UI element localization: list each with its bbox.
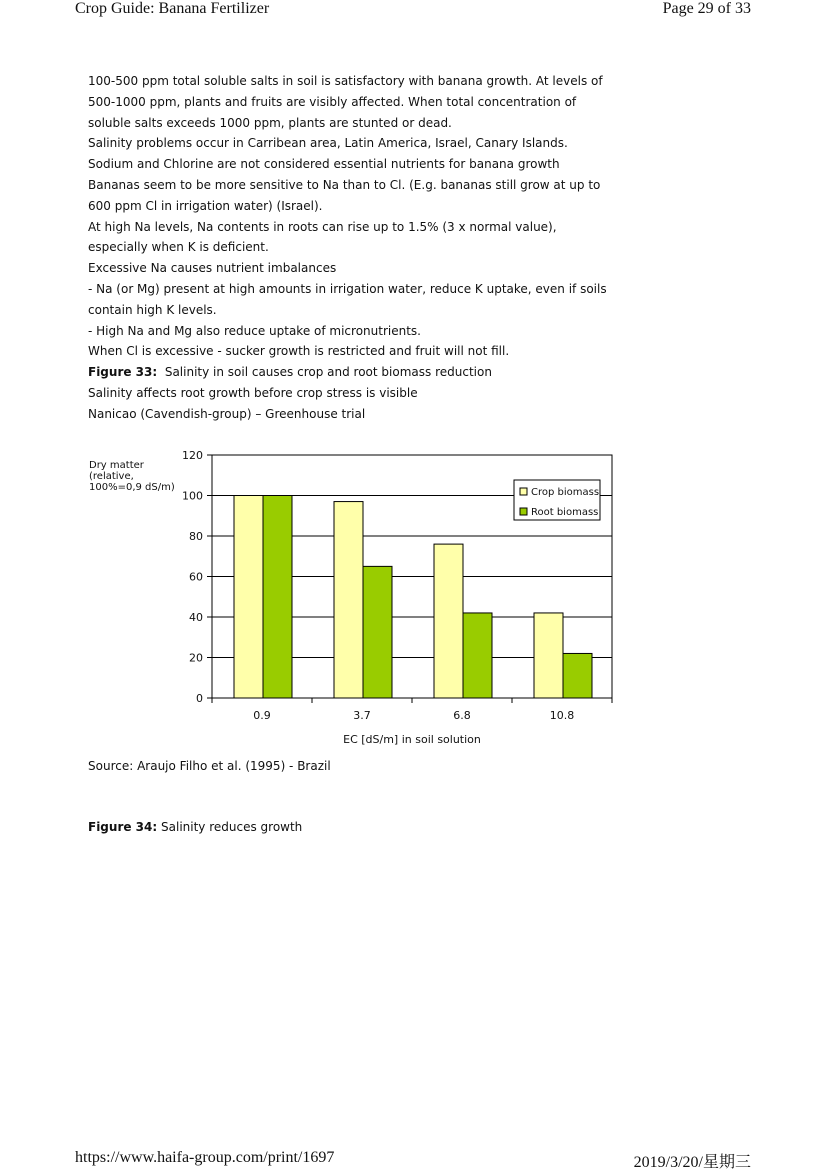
figure-33-caption-text: Salinity in soil causes crop and root biomass reduction <box>164 365 492 380</box>
legend-label: Crop biomass <box>531 487 600 498</box>
y-tick-label: 20 <box>189 651 203 665</box>
y-tick-label: 120 <box>182 449 203 462</box>
bar <box>263 496 292 699</box>
footer-url: https://www.haifa-group.com/print/1697 <box>75 1149 335 1166</box>
paragraph: Salinity problems occur in Carribean area, Latin America, Israel, Canary Islands. <box>88 136 568 151</box>
bar <box>463 613 492 698</box>
figure-34-label: Figure 34: <box>88 820 158 834</box>
paragraph: - Na (or Mg) present at high amounts in irrigation water, reduce K uptake, even if soils contain high K levels. <box>88 281 607 317</box>
legend-swatch <box>520 508 527 515</box>
header-page-number: Page 29 of 33 <box>662 0 751 17</box>
x-tick-label: 6.8 <box>453 709 471 722</box>
paragraph: Bananas seem to be more sensitive to Na than to Cl. (E.g. bananas still grow at up to 600 ppm Cl in irrigation water) (Israel). <box>88 177 601 213</box>
x-tick-label: 3.7 <box>353 709 371 722</box>
bar <box>334 502 363 698</box>
y-tick-label: 60 <box>189 570 203 584</box>
figure-34-caption-text: Salinity reduces growth <box>161 820 303 834</box>
figure-33-caption <box>88 362 618 383</box>
bar <box>563 653 592 698</box>
y-axis-label: Dry matter <box>89 460 144 471</box>
bar <box>534 613 563 698</box>
chart-svg <box>86 444 626 754</box>
salinity-biomass-chart <box>86 444 626 754</box>
y-axis-label: 100%=0,9 dS/m) <box>89 482 175 493</box>
paragraph: Sodium and Chlorine are not considered essential nutrients for banana growth <box>88 157 560 172</box>
y-tick-label: 100 <box>182 489 203 503</box>
figure-34-caption <box>88 817 302 837</box>
body-text <box>88 71 618 425</box>
y-tick-label: 80 <box>189 530 203 543</box>
y-tick-label: 40 <box>189 611 203 624</box>
x-tick-label: 10.8 <box>549 709 575 722</box>
header-title: Crop Guide: Banana Fertilizer <box>75 0 270 17</box>
footer-date: 2019/3/20/星期三 <box>633 1154 751 1171</box>
x-axis-label: EC [dS/m] in soil solution <box>343 733 481 746</box>
paragraph: - High Na and Mg also reduce uptake of micronutrients. <box>88 323 421 338</box>
paragraph: At high Na levels, Na contents in roots can rise up to 1.5% (3 x normal value), especially when K is deficient. <box>88 219 557 255</box>
bar <box>434 544 463 698</box>
y-tick-label: 0 <box>196 692 203 705</box>
source-note: Source: Araujo Filho et al. (1995) - Brazil <box>88 759 331 773</box>
paragraph: When Cl is excessive - sucker growth is restricted and fruit will not fill. <box>88 344 510 359</box>
y-axis-label: (relative, <box>89 471 134 482</box>
bar <box>363 566 392 698</box>
figure-33-line: Nanicao (Cavendish-group) – Greenhouse trial <box>88 406 366 421</box>
paragraph: Excessive Na causes nutrient imbalances <box>88 261 337 276</box>
bar <box>234 496 263 699</box>
legend-label: Root biomass <box>531 507 599 518</box>
figure-33-label: Figure 33: <box>88 365 158 380</box>
x-tick-label: 0.9 <box>253 709 271 722</box>
legend-swatch <box>520 488 527 495</box>
paragraph: 100-500 ppm total soluble salts in soil is satisfactory with banana growth. At levels of 500-1000 ppm, plants and fruits are visibly affected. When total concentration of soluble salts exceeds 1000 ppm, plants are stunted or dead. <box>88 74 603 130</box>
figure-33-line: Salinity affects root growth before crop stress is visible <box>88 385 418 400</box>
